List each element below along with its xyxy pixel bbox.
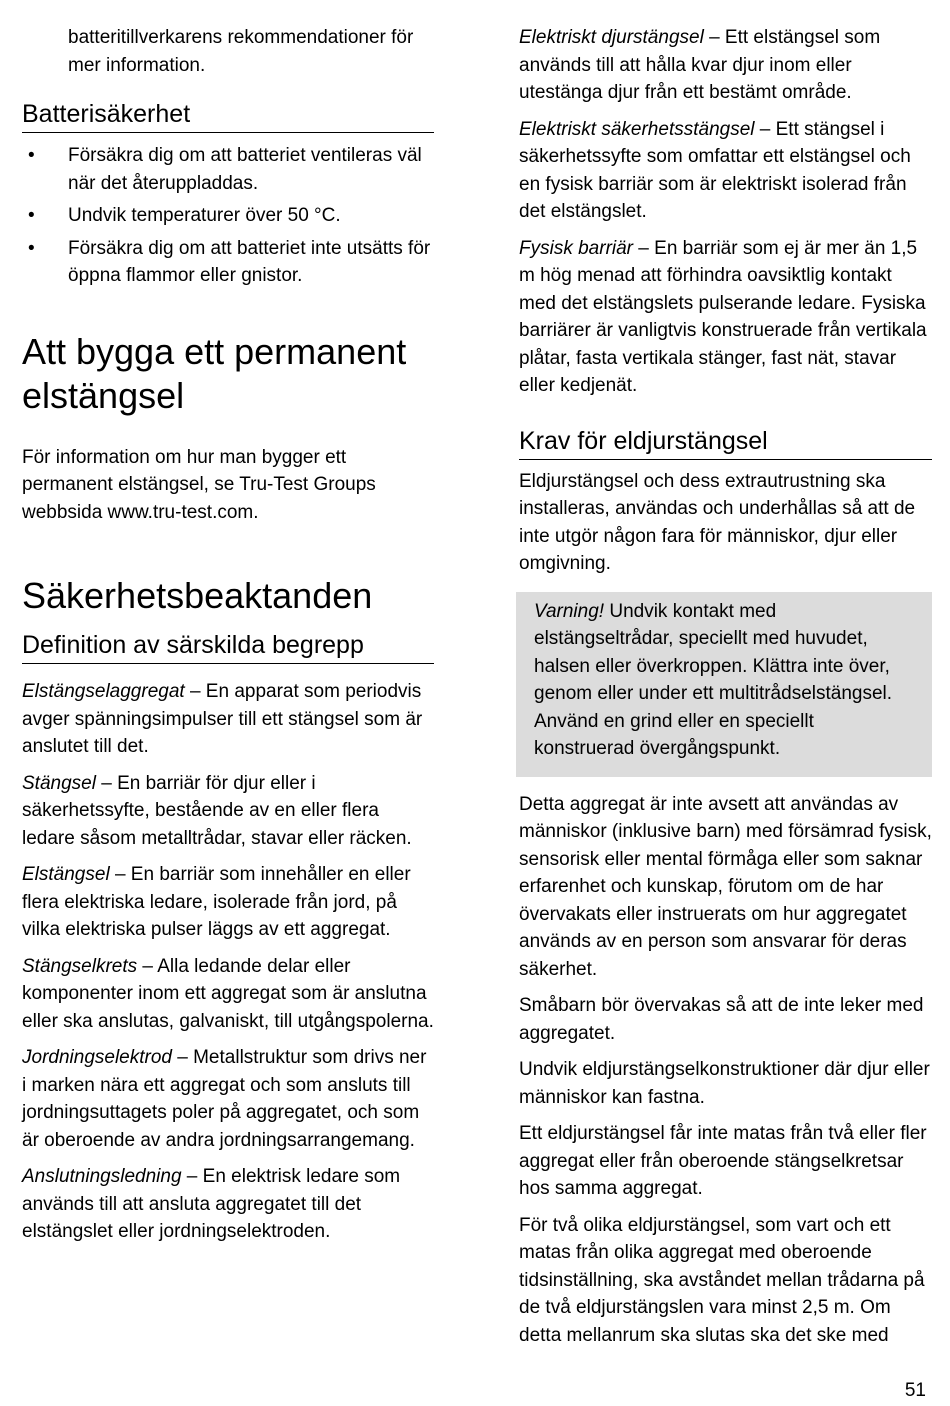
definition-text: – Metallstruktur som drivs ner i marken nära ett aggregat och som ansluts till jordningsuttagets poler på aggregatet, och som är oberoende av andra jordningsarrangemang. xyxy=(22,1047,427,1151)
definition-text: – En elektrisk ledare som används till att ansluta aggregatet till det elstängslet eller jordningselektroden. xyxy=(22,1166,401,1242)
definition-text: – En barriär för djur eller i säkerhetssyfte, bestående av en eller flera ledare såsom metalltrådar, stavar eller räcken. xyxy=(22,772,412,849)
body-paragraph: Detta aggregat är inte avsett att användas av människor (inklusive barn) med försämrad fysisk, sensorisk eller mental förmåga eller som saknar erfarenhet och kunskap, förutom om de har övervakats eller instruerats om hur aggregatet används av en person som ansvarar för deras säkerhet. xyxy=(519,793,932,980)
definition-term: Fysisk barriär xyxy=(519,237,634,259)
intro-text: batteritillverkarens rekommendationer för mer information. xyxy=(68,27,414,76)
right-column xyxy=(519,0,932,1358)
warning-box xyxy=(516,592,932,777)
definition-term: Elektriskt säkerhetsstängsel xyxy=(519,118,755,140)
left-column xyxy=(22,0,434,1255)
definition-text: – En apparat som periodvis avger spänningsimpulser till ett stängsel som är anslutet till det. xyxy=(22,681,423,757)
safety-paragraphs xyxy=(519,791,932,1350)
definition-term: Elektriskt djurstängsel xyxy=(519,27,704,48)
permanent-fence-text: För information om hur man bygger ett permanent elstängsel, se Tru-Test Groups webbsida www.tru-test.com. xyxy=(22,446,376,523)
definition-item xyxy=(22,1163,434,1246)
definition-item xyxy=(22,678,434,761)
definition-item xyxy=(22,953,434,1036)
body-paragraph: Småbarn bör övervakas så att de inte leker med aggregatet. xyxy=(519,995,924,1044)
warning-label: Varning! xyxy=(534,600,605,622)
definition-term: Jordningselektrod xyxy=(22,1047,172,1068)
list-item: • Undvik temperaturer över 50 °C. xyxy=(22,202,434,230)
definitions-list xyxy=(22,678,434,1246)
requirements-text: Eldjurstängsel och dess extrautrustning ska installeras, användas och underhållas så att de inte utgör någon fara för människor, djur eller omgivning. xyxy=(519,470,916,574)
definition-term: Stängselkrets xyxy=(22,955,138,977)
list-item: • Försäkra dig om att batteriet ventileras väl när det återuppladdas. xyxy=(22,142,434,197)
permanent-fence-heading: Att bygga ett permanent elstängsel xyxy=(22,330,407,416)
battery-safety-heading: Batterisäkerhet xyxy=(22,99,434,133)
definition-term: Stängsel xyxy=(22,772,96,794)
definition-text: – Ett stängsel i säkerhetssyfte som omfattar ett elstängsel och en fysisk barriär som är elektriskt isolerad från det elstängslet. xyxy=(519,118,911,222)
safety-heading: Säkerhetsbeaktanden xyxy=(22,575,373,616)
definition-text: – Ett elstängsel som används till att hålla kvar djur inom eller utestänga djur från ett bestämt område. xyxy=(519,27,881,103)
definitions-heading: Definition av särskilda begrepp xyxy=(22,630,434,664)
definition-item xyxy=(519,235,932,400)
definition-text: – En barriär som innehåller en eller flera elektriska ledare, isolerade från jord, på vilka elektriska pulser läggs av ett aggregat. xyxy=(22,864,411,940)
body-paragraph: Ett eldjurstängsel får inte matas från två eller fler aggregat eller från oberoende stängselkretsar hos samma aggregat. xyxy=(519,1123,927,1199)
bullet-icon: • xyxy=(28,205,35,226)
definition-text: – En barriär som ej är mer än 1,5 m hög menad att förhindra oavsiktlig kontakt med det elstängslets pulserande ledare. Fysiska barriärer är vanligtvis konstruerade från vertikala plåtar, fasta vertikala stänger, fast nät, stavar eller kedjenät. xyxy=(519,237,927,396)
bullet-icon: • xyxy=(28,237,35,259)
definition-item xyxy=(22,861,434,944)
body-paragraph: För två olika eldjurstängsel, som vart och ett matas från olika aggregat med oberoende tidsinställning, ska avståndet mellan trådarna på de två eldjurstängslen vara minst 2,5 m. Om detta mellanrum ska slutas ska det ske med xyxy=(519,1214,925,1346)
definition-item xyxy=(22,770,434,853)
definition-text: – Alla ledande delar eller komponenter inom ett aggregat som är anslutna eller ska anslutas, galvaniskt, till utgångspolerna. xyxy=(22,955,434,1032)
definition-term: Anslutningsledning xyxy=(22,1166,182,1187)
body-paragraph: Undvik eldjurstängselkonstruktioner där djur eller människor kan fastna. xyxy=(519,1059,930,1108)
list-item: • Försäkra dig om att batteriet inte utsätts för öppna flammor eller gnistor. xyxy=(22,235,434,290)
definitions-list-continued xyxy=(519,24,932,400)
warning-text: Varning! Undvik kontakt med elstängseltrådar, speciellt med huvudet, halsen eller överkroppen. Klättra inte över, genom eller under ett multitrådselstängsel. Använd en grind eller en speciellt konstruerad övergångspunkt. xyxy=(534,600,893,759)
bullet-icon: • xyxy=(28,145,35,166)
page-number: 51 xyxy=(904,1380,926,1401)
definition-item xyxy=(22,1044,434,1154)
requirements-heading: Krav för eldjurstängsel xyxy=(519,426,932,460)
definition-item xyxy=(519,116,932,226)
definition-term: Elstängsel xyxy=(22,864,110,885)
battery-bullet-list xyxy=(22,142,434,290)
definition-term: Elstängselaggregat xyxy=(22,681,185,702)
definition-item xyxy=(519,24,932,107)
